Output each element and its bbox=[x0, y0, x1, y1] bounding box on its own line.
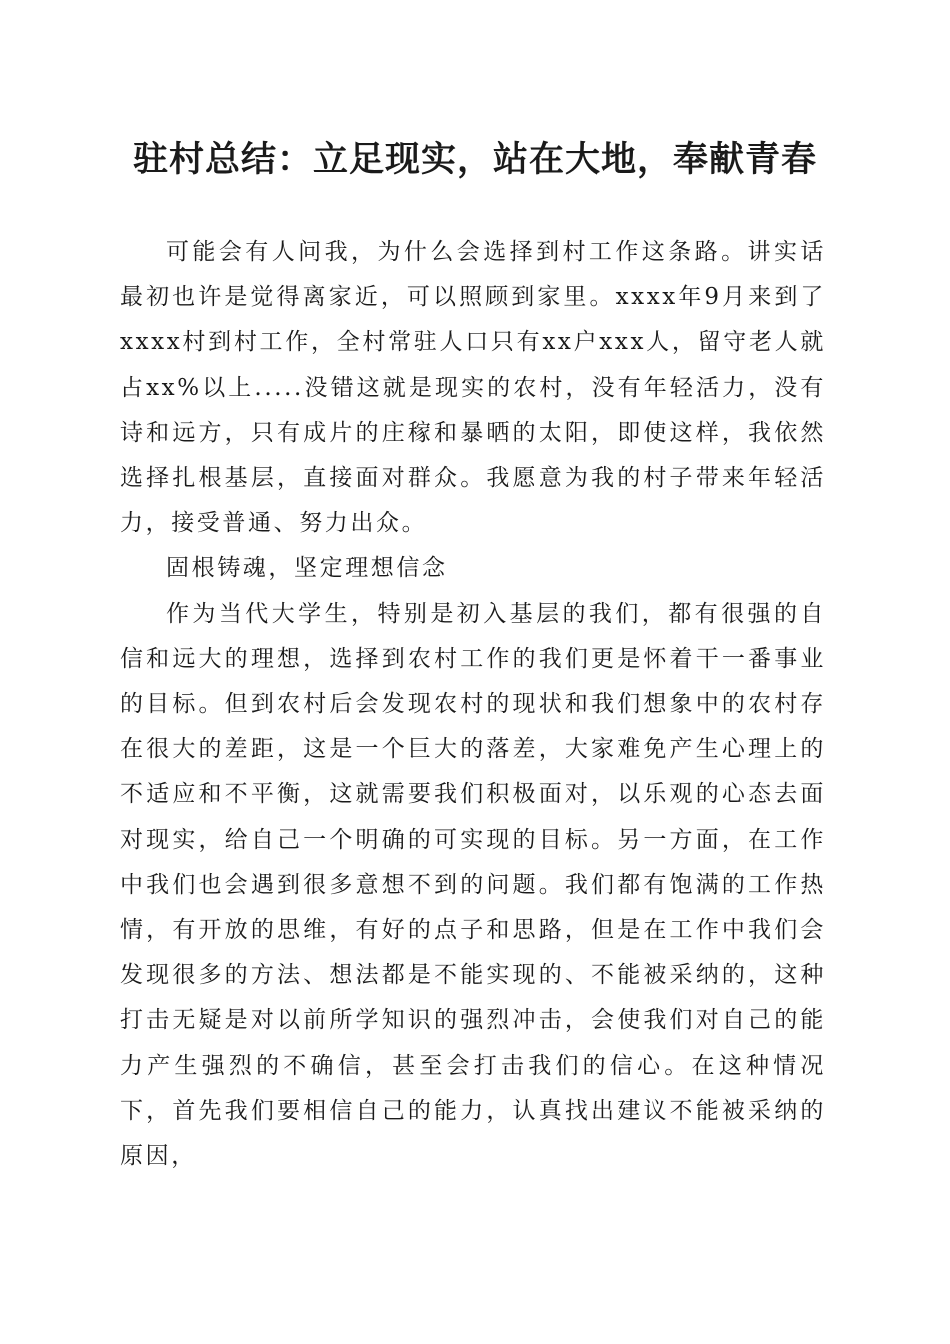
document-title: 驻村总结：立足现实，站在大地，奉献青春 bbox=[132, 139, 817, 180]
paragraph-section-body: 作为当代大学生，特别是初入基层的我们，都有很强的自信和远大的理想，选择到农村工作的我们更是怀着干一番事业的目标。但到农村后会发现农村的现状和我们想象中的农村存在很大的差距，这是一个巨大的落差，大家难免产生心理上的不适应和不平衡，这就需要我们积极面对，以乐观的心态去面对现实，给自己一个明确的可实现的目标。另一方面，在工作中我们也会遇到很多意想不到的问题。我们都有饱满的工作热情，有开放的思维，有好的点子和思路，但是在工作中我们会发现很多的方法、想法都是不能实现的、不能被采纳的，这种打击无疑是对以前所学知识的强烈冲击，会使我们对自己的能力产生强烈的不确信，甚至会打击我们的信心。在这种情况下，首先我们要相信自己的能力，认真找出建议不能被采纳的原因， bbox=[120, 600, 826, 1170]
section-heading: 固根铸魂，坚定理想信念 bbox=[166, 555, 448, 582]
document-body bbox=[120, 230, 826, 1179]
paragraph-intro: 可能会有人问我，为什么会选择到村工作这条路。讲实话最初也许是觉得离家近，可以照顾到家里。xxxx年9月来到了xxxx村到村工作，全村常驻人口只有xx户xxx人，留守老人就占xx%以上.....没错这就是现实的农村，没有年轻活力，没有诗和远方，只有成片的庄稼和暴晒的太阳，即使这样，我依然选择扎根基层，直接面对群众。我愿意为我的村子带来年轻活力，接受普通、努力出众。 bbox=[120, 239, 826, 537]
